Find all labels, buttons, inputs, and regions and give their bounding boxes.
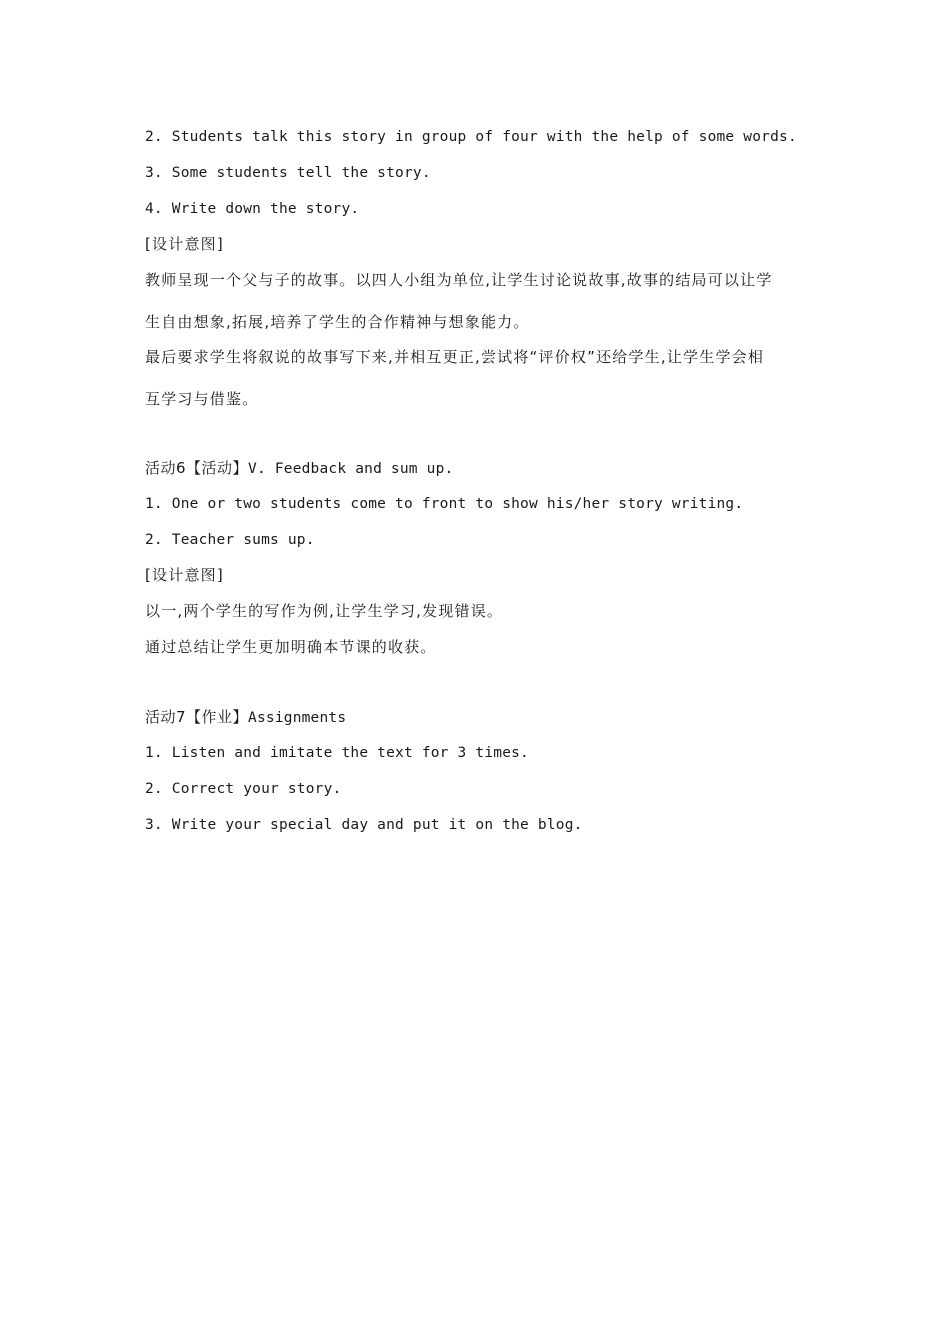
s5-design-p1-line1: 教师呈现一个父与子的故事。以四人小组为单位,让学生讨论说故事,故事的结局可以让学 xyxy=(145,271,773,289)
s5-step-3: 3. Some students tell the story. xyxy=(145,165,431,181)
s7-heading-title: Assignments xyxy=(248,710,347,726)
s6-design-label: [设计意图] xyxy=(145,566,224,584)
s5-design-p2-line2: 互学习与借鉴。 xyxy=(145,390,259,408)
s6-heading-prefix: 活动6【活动】 xyxy=(145,459,249,477)
s5-design-label: [设计意图] xyxy=(145,235,224,253)
s5-step-4: 4. Write down the story. xyxy=(145,201,360,217)
s6-design-line1: 以一,两个学生的写作为例,让学生学习,发现错误。 xyxy=(145,602,504,620)
s7-heading-prefix: 活动7【作业】 xyxy=(145,708,249,726)
s6-step-1: 1. One or two students come to front to show his/her story writing. xyxy=(145,496,744,512)
s7-step-2: 2. Correct your story. xyxy=(145,781,342,797)
s5-design-p1-line2: 生自由想象,拓展,培养了学生的合作精神与想象能力。 xyxy=(145,313,530,331)
s7-step-3: 3. Write your special day and put it on the blog. xyxy=(145,817,583,833)
s5-design-p2-line1: 最后要求学生将叙说的故事写下来,并相互更正,尝试将“评价权”还给学生,让学生学会相 xyxy=(145,348,765,366)
s6-heading xyxy=(145,458,453,479)
s5-step-2: 2. Students talk this story in group of four with the help of some words. xyxy=(145,129,797,145)
s7-heading xyxy=(145,707,346,728)
s6-heading-title: V. Feedback and sum up. xyxy=(248,461,454,477)
s7-step-1: 1. Listen and imitate the text for 3 times. xyxy=(145,745,529,761)
s6-design-line2: 通过总结让学生更加明确本节课的收获。 xyxy=(145,638,437,656)
s6-step-2: 2. Teacher sums up. xyxy=(145,532,315,548)
